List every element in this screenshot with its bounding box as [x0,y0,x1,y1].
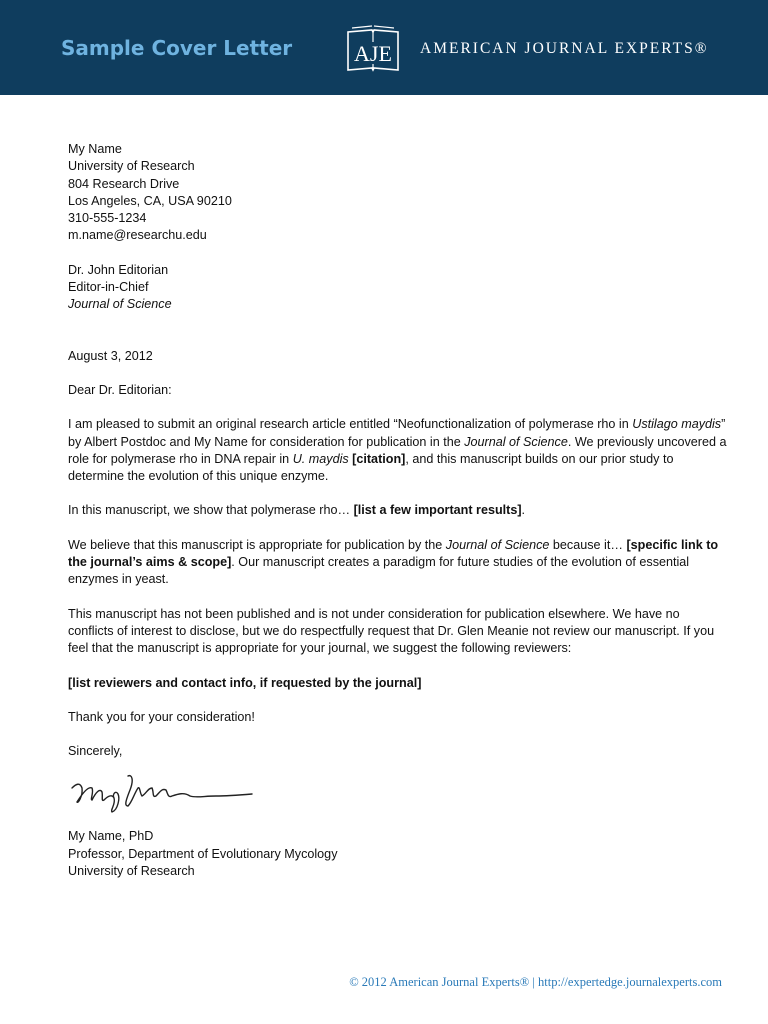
footer [349,975,722,990]
sender-street: 804 Research Drive [68,176,180,191]
letter-date: August 3, 2012 [68,348,153,363]
species-name: Ustilago maydis [632,417,722,432]
text-run: , and this manuscript builds on our prior study to determine the evolution of this unique enzyme. [68,451,674,484]
signature [68,766,268,818]
text-run: . We previously uncovered a role for polymerase rho in DNA repair in [68,434,727,466]
footer-link[interactable]: http://expertedge.journalexperts.com [538,975,722,989]
signoff-institution: University of Research [68,864,195,879]
recipient-title: Editor-in-Chief [68,280,149,295]
sender-email: m.name@researchu.edu [68,228,207,243]
text-run: In this manuscript, we show that polymerase rho… [68,503,354,518]
paragraph-disclosure: This manuscript has not been published and is not under consideration for publication elsewhere. We have no conflicts of interest to disclose, but we do respectfully request that Dr. Glen Meanie not review our manuscript. If you feel that the manuscript is appropriate for your journal, we suggest the following reviewers: [68,606,715,656]
text-run: . Our manuscript creates a paradigm for future studies of the evolution of essential enzymes in yeast. [68,555,690,587]
footer-copyright: © 2012 American Journal Experts® [349,975,530,989]
brand-name: AMERICAN JOURNAL EXPERTS® [420,40,709,57]
text-run: ” by Albert Postdoc and My Name for consideration for publication in the [68,417,726,449]
letter-body [68,141,728,880]
logo-text: AJE [354,41,392,66]
species-name-short: U. maydis [292,451,349,466]
text-run: . [521,503,526,518]
salutation: Dear Dr. Editorian: [68,382,172,397]
paragraph-results [68,502,728,519]
page-title: Sample Cover Letter [61,36,293,60]
paragraph-thanks: Thank you for your consideration! [68,709,255,724]
aje-logo [342,24,404,74]
closing: Sincerely, [68,744,123,759]
journal-name: Journal of Science [445,537,550,552]
header-banner [0,0,768,95]
journal-name: Journal of Science [464,434,568,449]
text-run: I am pleased to submit an original research article entitled “Neofunctionalization of polymerase rho in [68,417,633,432]
signoff-name: My Name, PhD [68,829,154,844]
sender-city: Los Angeles, CA, USA 90210 [68,193,232,208]
scope-placeholder: [specific link to the journal’s aims & scope] [68,537,719,570]
paragraph-scope [68,537,728,589]
signoff-position: Professor, Department of Evolutionary Mycology [68,846,338,861]
recipient-journal: Journal of Science [68,297,172,312]
recipient-name: Dr. John Editorian [68,262,169,277]
results-placeholder: [list a few important results] [353,503,522,518]
reviewers-placeholder: [list reviewers and contact info, if requested by the journal] [68,675,422,690]
paragraph-introduction [68,416,728,485]
sender-name: My Name [68,142,122,156]
footer-separator: | [529,975,539,989]
sender-phone: 310-555-1234 [68,211,147,226]
citation-placeholder: [citation] [348,451,406,466]
text-run: because it… [549,537,627,552]
sender-institution: University of Research [68,159,195,174]
text-run: We believe that this manuscript is appropriate for publication by the [68,537,446,552]
